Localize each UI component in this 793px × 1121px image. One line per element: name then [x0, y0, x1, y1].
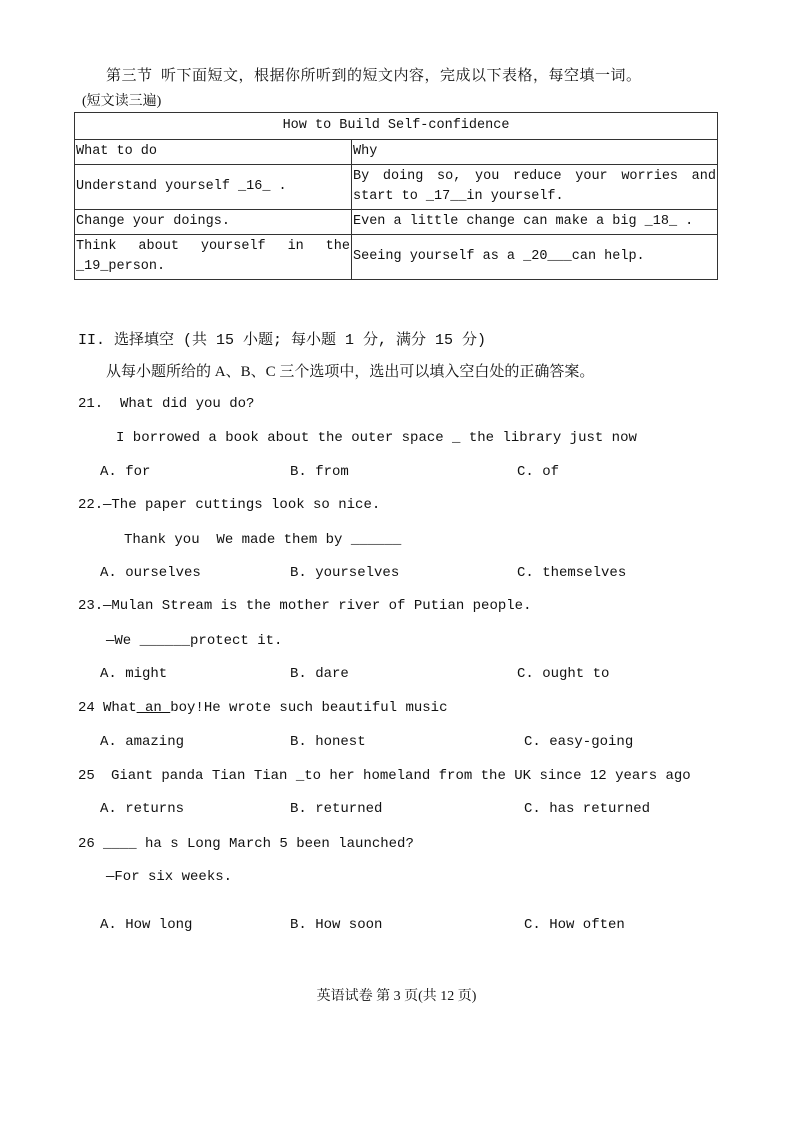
stem-part: boy!He wrote such beautiful music	[170, 700, 448, 716]
section-title: 第三节 听下面短文，根据你所听到的短文内容，完成以下表格，每空填一词。	[106, 68, 642, 84]
option-a: A. returns	[100, 801, 185, 817]
page-footer: 英语试卷 第 3 页(共 12 页)	[316, 989, 477, 1004]
question-number: 24	[78, 700, 95, 716]
option-a: A. ourselves	[100, 565, 201, 581]
column-header-why: Why	[352, 140, 718, 165]
option-c: C. has returned	[524, 801, 651, 817]
option-c: C. themselves	[517, 565, 627, 581]
part-instruction: 从每小题所给的 A、B、C 三个选项中，选出可以填入空白处的正确答案。	[106, 364, 595, 380]
question-number: 26	[78, 836, 95, 852]
question-line: —For six weeks.	[106, 869, 233, 885]
column-header-what: What to do	[75, 140, 352, 165]
table-cell-why: Seeing yourself as a _20___can help.	[352, 235, 718, 280]
confidence-table	[74, 112, 718, 280]
part-heading: II. 选择填空 (共 15 小题; 每小题 1 分, 满分 15 分)	[78, 332, 487, 349]
option-b: B. returned	[290, 801, 383, 817]
question-line: Thank you We made them by ______	[124, 532, 402, 548]
option-b: B. honest	[290, 734, 366, 750]
table-cell-why: Even a little change can make a big _18_ .	[352, 210, 718, 235]
table-cell-what: Change your doings.	[75, 210, 352, 235]
question-number: 25	[78, 768, 95, 784]
question-stem: —Mulan Stream is the mother river of Putian people.	[103, 598, 532, 614]
option-c: C. of	[517, 464, 560, 480]
option-b: B. dare	[290, 666, 349, 682]
question-line: —We ______protect it.	[106, 633, 283, 649]
table-title: How to Build Self-confidence	[75, 113, 718, 140]
option-c: C. easy-going	[524, 734, 634, 750]
option-b: B. yourselves	[290, 565, 400, 581]
stem-part: What	[103, 700, 137, 716]
question-number: 22.	[78, 497, 104, 513]
table-cell-why: By doing so, you reduce your worries and start to _17__in yourself.	[352, 165, 718, 210]
question-line: I borrowed a book about the outer space _ the library just now	[116, 430, 637, 446]
option-b: B. from	[290, 464, 349, 480]
option-c: C. ought to	[517, 666, 610, 682]
option-b: B. How soon	[290, 917, 383, 933]
question-number: 23.	[78, 598, 104, 614]
question-stem: —The paper cuttings look so nice.	[103, 497, 381, 513]
question-number: 21.	[78, 396, 104, 412]
question-stem: ____ ha s Long March 5 been launched?	[103, 836, 414, 852]
table-cell-what: Think about yourself in the _19_person.	[75, 235, 352, 280]
table-cell-what: Understand yourself _16_ .	[75, 165, 352, 210]
question-stem: What did you do?	[120, 396, 255, 412]
option-c: C. How often	[524, 917, 625, 933]
option-a: A. amazing	[100, 734, 185, 750]
option-a: A. How long	[100, 917, 193, 933]
section-note: (短文读三遍)	[82, 94, 162, 109]
option-a: A. might	[100, 666, 168, 682]
underlined-answer: an	[136, 700, 171, 716]
option-a: A. for	[100, 464, 151, 480]
question-stem: Giant panda Tian Tian _to her homeland from the UK since 12 years ago	[111, 768, 691, 784]
question-stem	[103, 700, 447, 716]
